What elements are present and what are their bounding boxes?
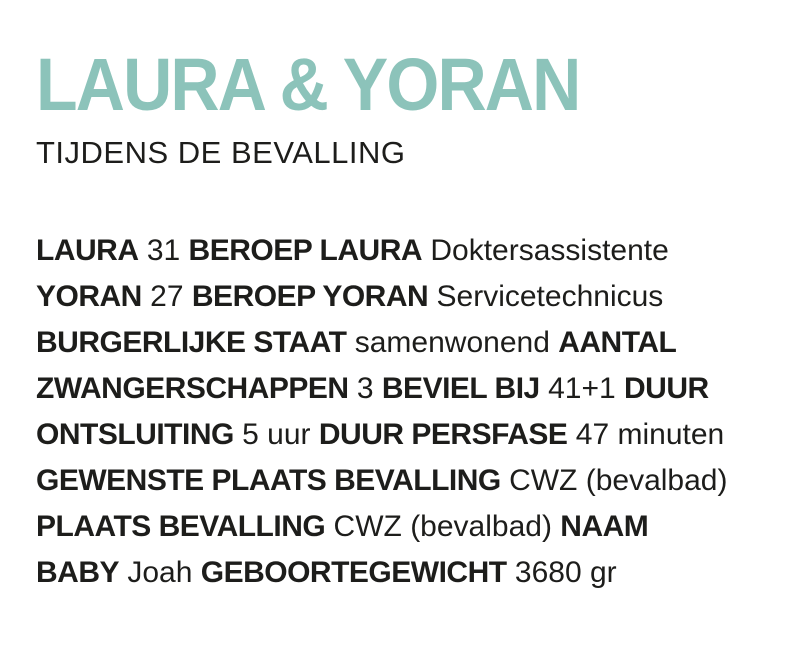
detail-line xyxy=(36,274,762,320)
detail-label: DUUR xyxy=(623,372,709,406)
detail-line xyxy=(36,504,762,550)
detail-label: BABY xyxy=(36,556,120,590)
detail-value: Doktersassistente xyxy=(422,234,669,268)
detail-label: NAAM xyxy=(560,510,649,544)
detail-value: 47 minuten xyxy=(567,418,725,452)
detail-value: 41+1 xyxy=(539,372,624,406)
detail-line xyxy=(36,412,762,458)
detail-line xyxy=(36,550,762,596)
page-subtitle: TIJDENS DE BEVALLING xyxy=(36,135,406,170)
detail-value: CWZ (bevalbad) xyxy=(500,464,728,498)
detail-label: BEROEP YORAN xyxy=(191,280,429,314)
page-title: LAURA & YORAN xyxy=(36,43,580,126)
detail-label: BEVIEL BIJ xyxy=(381,372,540,406)
detail-label: ZWANGERSCHAPPEN xyxy=(36,372,349,406)
detail-label: BEROEP LAURA xyxy=(188,234,423,268)
detail-label: AANTAL xyxy=(558,326,677,360)
detail-label: LAURA xyxy=(36,234,139,268)
detail-value: 3 xyxy=(348,372,382,406)
detail-label: ONTSLUITING xyxy=(36,418,234,452)
detail-value: Servicetechnicus xyxy=(428,280,664,314)
detail-label: GEBOORTEGEWICHT xyxy=(200,556,507,590)
detail-value: 31 xyxy=(138,234,189,268)
detail-line xyxy=(36,228,762,274)
detail-label: GEWENSTE PLAATS BEVALLING xyxy=(36,464,501,498)
detail-line xyxy=(36,458,762,504)
detail-label: BURGERLIJKE STAAT xyxy=(36,326,347,360)
detail-value: 5 uur xyxy=(233,418,319,452)
detail-label: DUUR PERSFASE xyxy=(318,418,568,452)
detail-value: 27 xyxy=(141,280,192,314)
detail-label: PLAATS BEVALLING xyxy=(36,510,326,544)
detail-value: CWZ (bevalbad) xyxy=(325,510,561,544)
detail-value: samenwonend xyxy=(346,326,559,360)
birth-details xyxy=(36,228,762,596)
detail-line xyxy=(36,320,762,366)
detail-value: Joah xyxy=(119,556,201,590)
detail-label: YORAN xyxy=(36,280,142,314)
detail-value: 3680 gr xyxy=(506,556,617,590)
detail-line xyxy=(36,366,762,412)
